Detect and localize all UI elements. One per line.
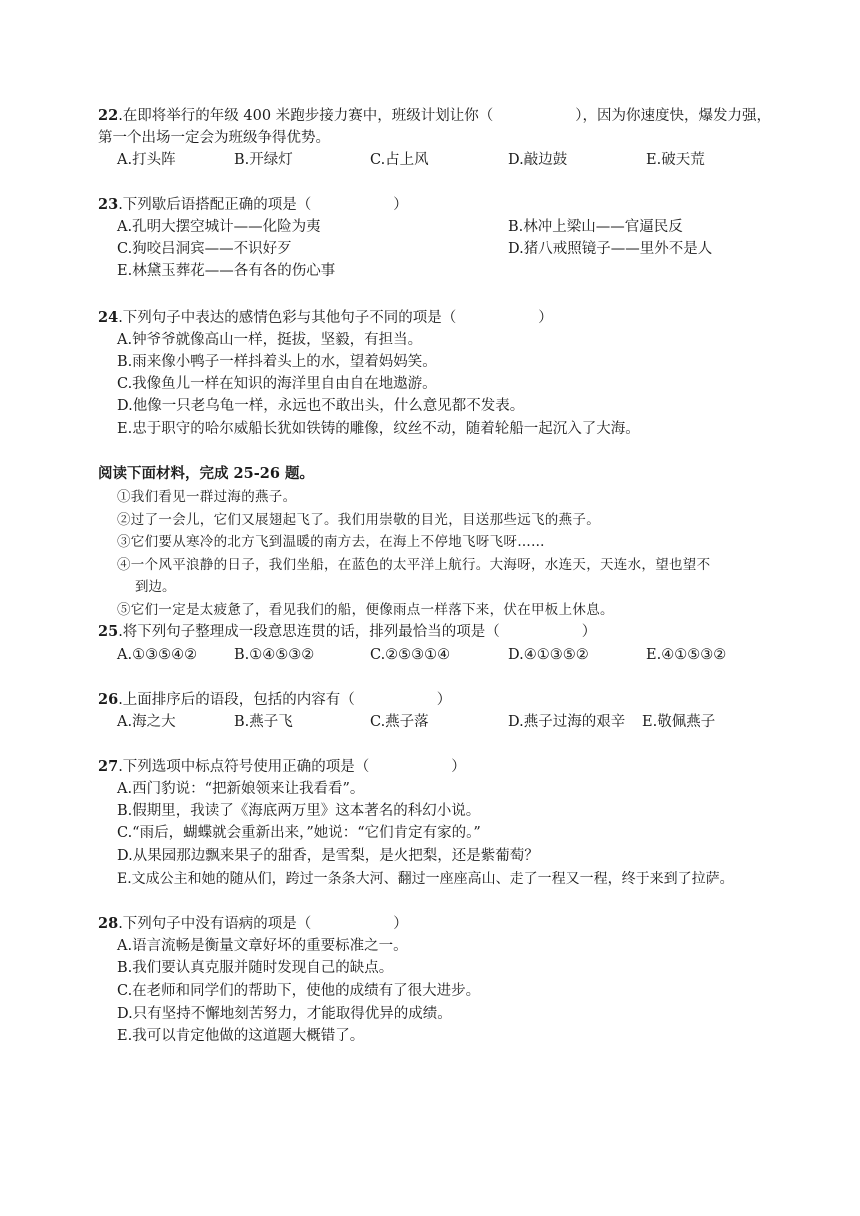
reading-heading: 阅读下面材料，完成 25-26 题。 (98, 465, 314, 482)
option-e[interactable]: E.敬佩燕子 (642, 714, 716, 730)
question-text: ），因为你速度快，爆发力强， (575, 108, 771, 124)
option-a[interactable]: A.钟爷爷就像高山一样，挺拔，坚毅，有担当。 (117, 332, 423, 348)
option-c[interactable]: C.燕子落 (370, 714, 429, 730)
question-number: 24 (98, 309, 119, 326)
question-24-stem (98, 308, 553, 328)
option-b[interactable]: B.我们要认真克服并随时发现自己的缺点。 (117, 960, 394, 976)
question-number: 22 (98, 107, 119, 124)
question-text: .下列句子中表达的感情色彩与其他句子不同的项是（ (118, 310, 457, 326)
question-number: 27 (98, 758, 119, 775)
option-d[interactable]: D.④①③⑤② (508, 647, 589, 663)
option-b[interactable]: B.假期里，我读了《海底两万里》这本著名的科幻小说。 (117, 803, 481, 819)
option-b[interactable]: B.林冲上梁山——官逼民反 (508, 219, 683, 235)
question-text: .将下列句子整理成一段意思连贯的话，排列最恰当的项是（ (118, 624, 500, 640)
option-d[interactable]: D.从果园那边飘来果子的甜香，是雪梨，是火把梨，还是紫葡萄？ (117, 848, 539, 864)
option-b[interactable]: B.燕子飞 (234, 714, 293, 730)
question-text: ） (436, 692, 452, 708)
question-text: ） (451, 759, 466, 775)
question-text: .下列句子中没有语病的项是（ (118, 916, 312, 932)
question-number: 23 (98, 196, 119, 213)
passage-sentence: ⑤它们一定是太疲惫了，看见我们的船，便像雨点一样落下来，伏在甲板上休息。 (117, 602, 614, 618)
option-d[interactable]: D.猪八戒照镜子——里外不是人 (508, 241, 713, 257)
option-b[interactable]: B.①④⑤③② (234, 647, 315, 663)
question-text: ） (581, 624, 597, 640)
question-text: .下列选项中标点符号使用正确的项是（ (118, 759, 370, 775)
option-e[interactable]: E.破天荒 (646, 152, 705, 168)
option-b[interactable]: B.雨来像小鸭子一样抖着头上的水，望着妈妈笑。 (117, 354, 437, 370)
question-22-stem (98, 106, 771, 126)
option-c[interactable]: C.②⑤③①④ (370, 647, 451, 663)
option-c[interactable]: C.“雨后，蝴蝶就会重新出来，”她说：“它们肯定有家的。” (117, 825, 481, 841)
question-22-stem-cont: 第一个出场一定会为班级争得优势。 (98, 130, 330, 146)
option-d[interactable]: D.敲边鼓 (508, 152, 568, 168)
question-number: 28 (98, 915, 119, 932)
question-number: 26 (98, 691, 119, 708)
option-c[interactable]: C.在老师和同学们的帮助下，使他的成绩有了很大进步。 (117, 983, 481, 999)
question-number: 25 (98, 623, 119, 640)
question-text: ） (393, 916, 408, 932)
question-text: .在即将举行的年级 400 米跑步接力赛中，班级计划让你（ (118, 108, 494, 124)
passage-sentence: ②过了一会儿，它们又展翅起飞了。我们用崇敬的目光，目送那些远飞的燕子。 (117, 512, 600, 528)
option-a[interactable]: A.①③⑤④② (117, 647, 198, 663)
option-a[interactable]: A.海之大 (117, 714, 176, 730)
passage-sentence: ④一个风平浪静的日子，我们坐船，在蓝色的太平洋上航行。大海呀，水连天，天连水，望也望不 (117, 557, 711, 573)
question-25-stem (98, 622, 596, 642)
option-c[interactable]: C.我像鱼儿一样在知识的海洋里自由自在地遨游。 (117, 376, 437, 392)
option-a[interactable]: A.打头阵 (117, 152, 176, 168)
option-e[interactable]: E.④①⑤③② (646, 647, 727, 663)
option-a[interactable]: A.语言流畅是衡量文章好坏的重要标准之一。 (117, 938, 408, 954)
option-e[interactable]: E.忠于职守的哈尔威船长犹如铁铸的雕像，纹丝不动，随着轮船一起沉入了大海。 (117, 421, 640, 437)
option-d[interactable]: D.他像一只老乌龟一样，永远也不敢出头，什么意见都不发表。 (117, 398, 525, 414)
question-28-stem (98, 914, 408, 934)
question-23-stem (98, 195, 408, 215)
option-a[interactable]: A.西门豹说：“把新娘领来让我看看”。 (117, 781, 365, 797)
question-text: .下列歇后语搭配正确的项是（ (118, 197, 312, 213)
question-26-stem (98, 690, 451, 710)
passage-sentence: ①我们看见一群过海的燕子。 (117, 489, 297, 505)
question-27-stem (98, 757, 466, 777)
option-e[interactable]: E.我可以肯定他做的这道题大概错了。 (117, 1028, 365, 1044)
option-c[interactable]: C.狗咬吕洞宾——不识好歹 (117, 241, 292, 257)
question-text: ） (538, 310, 553, 326)
question-text: ） (393, 197, 408, 213)
option-b[interactable]: B.开绿灯 (234, 152, 293, 168)
option-d[interactable]: D.只有坚持不懈地刻苦努力，才能取得优异的成绩。 (117, 1006, 452, 1022)
question-text: .上面排序后的语段，包括的内容有（ (118, 692, 355, 708)
option-a[interactable]: A.孔明大摆空城计——化险为夷 (117, 219, 321, 235)
option-d[interactable]: D.燕子过海的艰辛 (508, 714, 626, 730)
passage-sentence-cont: 到边。 (135, 579, 176, 595)
passage-sentence: ③它们要从寒冷的北方飞到温暖的南方去，在海上不停地飞呀飞呀…… (117, 534, 545, 550)
option-e[interactable]: E.林黛玉葬花——各有各的伤心事 (117, 263, 336, 279)
option-c[interactable]: C.占上风 (370, 152, 429, 168)
option-e[interactable]: E.文成公主和她的随从们，跨过一条条大河、翻过一座座高山、走了一程又一程，终于来到了拉萨。 (117, 871, 734, 887)
